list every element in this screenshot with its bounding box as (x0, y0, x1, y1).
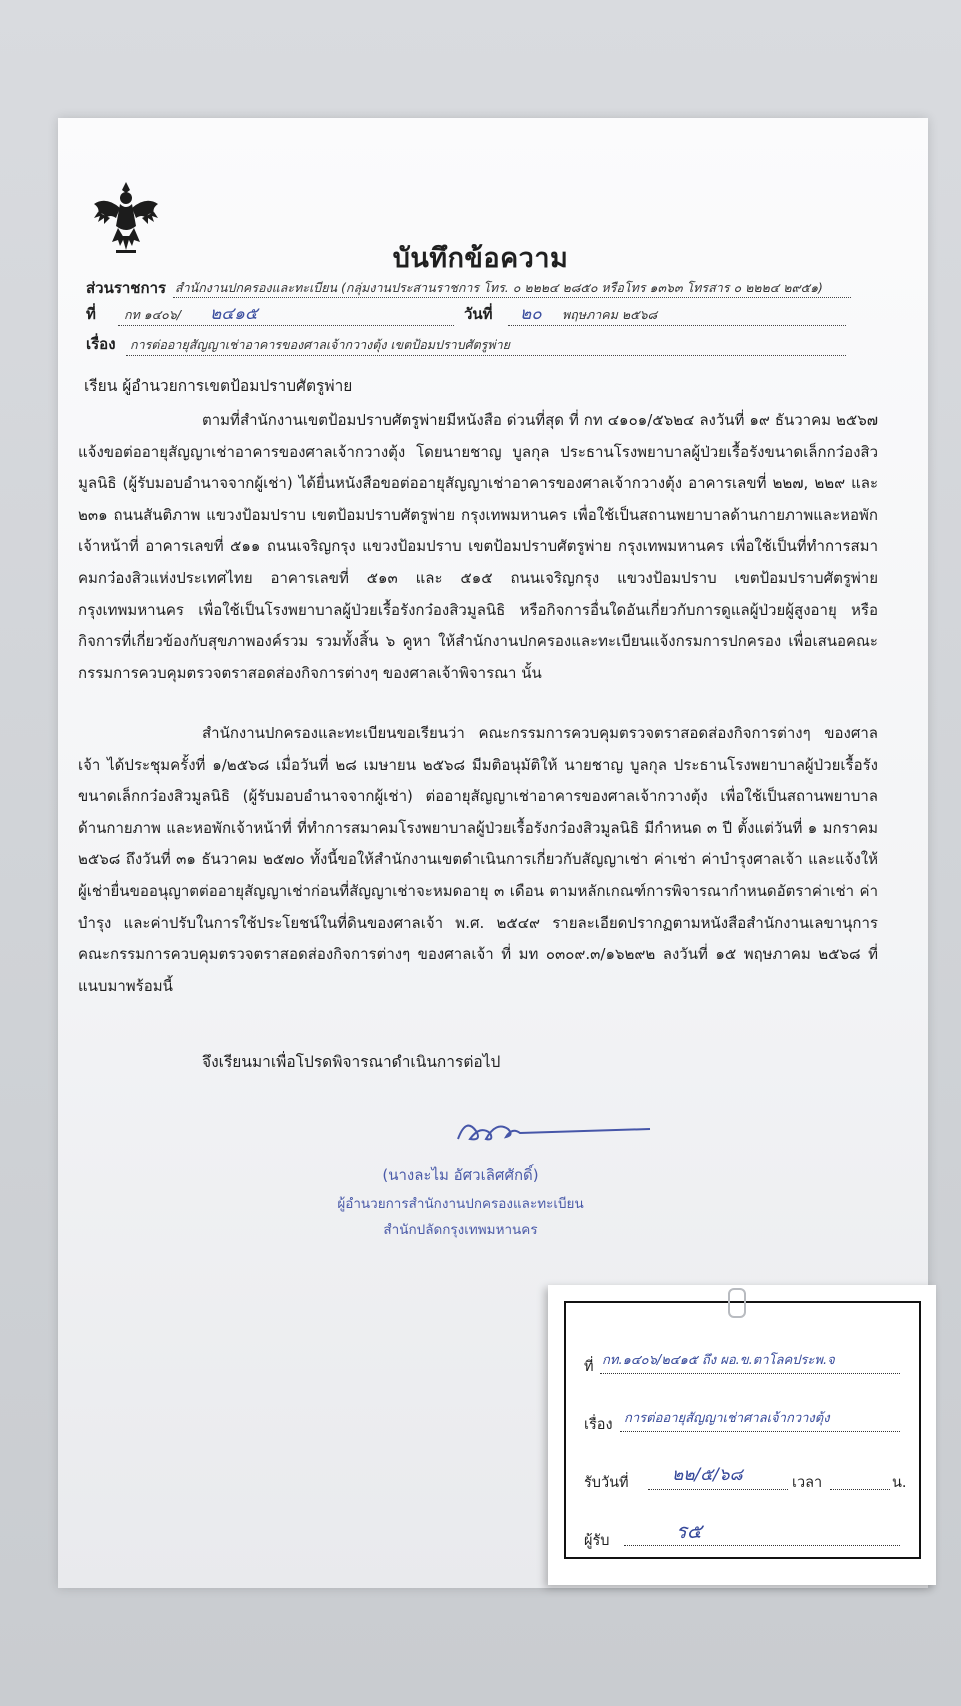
subject-dotline (126, 355, 846, 356)
doc-no-value: กท ๑๔๐๖/ (124, 307, 181, 322)
date-dotline (508, 325, 846, 326)
stamp-time-suffix: น. (892, 1475, 907, 1491)
date-value: พฤษภาคม ๒๕๖๘ (562, 307, 658, 322)
stamp-no-handwritten: กท.๑๔๐๖/๒๔๑๕ ถึง ผอ.ข.ตาโลคประพ.จ (602, 1353, 835, 1368)
agency-label: ส่วนราชการ (86, 279, 167, 297)
stamp-subject-label: เรื่อง (584, 1417, 613, 1433)
doc-no-dotline (118, 325, 454, 326)
signer-position: ผู้อำนวยการสำนักงานปกครองและทะเบียน (337, 1196, 584, 1212)
agency-dotline (173, 297, 851, 298)
subject-value: การต่ออายุสัญญาเช่าอาคารของศาลเจ้ากวางตุ้ง เขตป้อมปราบศัตรูพ่าย (130, 337, 510, 352)
doc-no-handwritten: ๒๔๑๕ (210, 304, 258, 324)
stamp-no-dotline (600, 1373, 900, 1374)
stamp-time-label: เวลา (792, 1475, 823, 1491)
stamp-subject-dotline (620, 1431, 900, 1432)
stamp-received-dotline (648, 1489, 788, 1490)
stamp-received-handwritten: ๒๒/๕/๖๘ (672, 1465, 743, 1485)
memo-title: บันทึกข้อความ (392, 243, 569, 274)
stamp-receiver-dotline (624, 1545, 900, 1546)
closing-line: จึงเรียนมาเพื่อโปรดพิจารณาดำเนินการต่อไป (202, 1053, 501, 1071)
stamp-border (564, 1301, 921, 1559)
stamp-received-label: รับวันที่ (584, 1475, 629, 1491)
body-paragraph-2: สำนักงานปกครองและทะเบียนขอเรียนว่า คณะกรรมการควบคุมตรวจตราสอดส่องกิจการต่างๆ ของศาลเจ้า ได้ประชุมครั้งที่ ๑/๒๕๖๘ เมื่อวันที่ ๒๘ เมษายน ๒๕๖๘ มีมติอนุมัติให้ นายชาญ บูลกุล ประธานโรงพยาบาลผู้ป่วยเรื้อรังขนาดเล็กกว๋องสิวมูลนิธิ (ผู้รับมอบอำนาจจากผู้เช่า) ต่ออายุสัญญาเช่าอาคารของศาลเจ้ากวางตุ้ง เพื่อใช้เป็นสถานพยาบาลด้านกายภาพ และหอพักเจ้าหน้าที่ ที่ทำการสมาคมโรงพยาบาลผู้ป่วยเรื้อรังกว๋องสิวมูลนิธิ มีกำหนด ๓ ปี ตั้งแต่วันที่ ๑ มกราคม ๒๕๖๘ ถึงวันที่ ๓๑ ธันวาคม ๒๕๗๐ ทั้งนี้ขอให้สำนักงานเขตดำเนินการเกี่ยวกับสัญญาเช่า ค่าเช่า ค่าบำรุงศาลเจ้า และแจ้งให้ผู้เช่ายื่นขออนุญาตต่ออายุสัญญาเช่าก่อนที่สัญญาเช่าจะหมดอายุ ๓ เดือน ตามหลักเกณฑ์การพิจารณากำหนดอัตราค่าเช่า ค่าบำรุง และค่าปรับในการใช้ประโยชน์ในที่ดินของศาลเจ้า พ.ศ. ๒๕๔๙ รายละเอียดปรากฏตามหนังสือสำนักงานเลขานุการคณะกรรมการควบคุมตรวจตราสอดส่องกิจการต่างๆ ของศาลเจ้า ที่ มท ๐๓๐๙.๓/๑๖๒๙๒ ลงวันที่ ๑๕ พฤษภาคม ๒๕๖๘ ที่แนบมาพร้อมนี้ (78, 724, 878, 995)
body-paragraph-1: ตามที่สำนักงานเขตป้อมปราบศัตรูพ่ายมีหนังสือ ด่วนที่สุด ที่ กท ๔๑๐๑/๕๖๒๔ ลงวันที่ ๑๙ ธันวาคม ๒๕๖๗ แจ้งขอต่ออายุสัญญาเช่าอาคารของศาลเจ้ากวางตุ้ง โดยนายชาญ บูลกุล ประธานโรงพยาบาลผู้ป่วยเรื้อรังขนาดเล็กกว๋องสิวมูลนิธิ (ผู้รับมอบอำนาจจากผู้เช่า) ได้ยื่นหนังสือขอต่ออายุสัญญาเช่าอาคารของศาลเจ้ากวางตุ้ง อาคารเลขที่ ๒๒๗, ๒๒๙ และ ๒๓๑ ถนนสันติภาพ แขวงป้อมปราบ เขตป้อมปราบศัตรูพ่าย กรุงเทพมหานคร เพื่อใช้เป็นสถานพยาบาลด้านกายภาพและหอพักเจ้าหน้าที่ อาคารเลขที่ ๕๑๑ ถนนเจริญกรุง แขวงป้อมปราบ เขตป้อมปราบศัตรูพ่าย กรุงเทพมหานคร เพื่อใช้เป็นที่ทำการสมาคมกว๋องสิวแห่งประเทศไทย อาคารเลขที่ ๕๑๓ และ ๕๑๕ ถนนเจริญกรุง แขวงป้อมปราบ เขตป้อมปราบศัตรูพ่าย กรุงเทพมหานคร เพื่อใช้เป็นโรงพยาบาลผู้ป่วยเรื้อรังกว๋องสิวมูลนิธิ หรือกิจการอื่นใดอันเกี่ยวกับการดูแลผู้ป่วยผู้สูงอายุ หรือกิจการที่เกี่ยวข้องกับสุขภาพองค์รวม รวมทั้งสิ้น ๖ คูหา ให้สำนักงานปกครองและทะเบียนแจ้งกรมการปกครอง เพื่อเสนอคณะกรรมการควบคุมตรวจตราสอดส่องกิจการต่างๆ ของศาลเจ้าพิจารณา นั้น (78, 411, 878, 682)
signature-mark (450, 1105, 660, 1153)
stamp-time-dotline (830, 1489, 890, 1490)
stamp-receiver-handwritten: ร๕ (676, 1519, 702, 1543)
subject-label: เรื่อง (86, 335, 116, 353)
signer-name: (นางละไม อัศวเลิศศักดิ์) (382, 1166, 539, 1184)
stamp-subject-handwritten: การต่ออายุสัญญาเช่าศาลเจ้ากวางตุ้ง (624, 1411, 830, 1426)
receiving-stamp (548, 1285, 936, 1585)
doc-no-label: ที่ (86, 305, 96, 323)
stamp-no-label: ที่ (584, 1359, 594, 1375)
staple-mark (728, 1288, 746, 1318)
agency-value: สำนักงานปกครองและทะเบียน (กลุ่มงานประสานราชการ โทร. ๐ ๒๒๒๔ ๒๘๕๐ หรือโทร ๑๓๖๓ โทรสาร ๐ ๒๒๒๔ ๒๙๕๑) (175, 280, 823, 295)
salutation: เรียน ผู้อำนวยการเขตป้อมปราบศัตรูพ่าย (84, 377, 353, 395)
signer-office: สำนักปลัดกรุงเทพมหานคร (383, 1222, 538, 1238)
date-handwritten: ๒๐ (520, 304, 542, 324)
date-label: วันที่ (464, 305, 493, 323)
stamp-receiver-label: ผู้รับ (584, 1533, 610, 1549)
